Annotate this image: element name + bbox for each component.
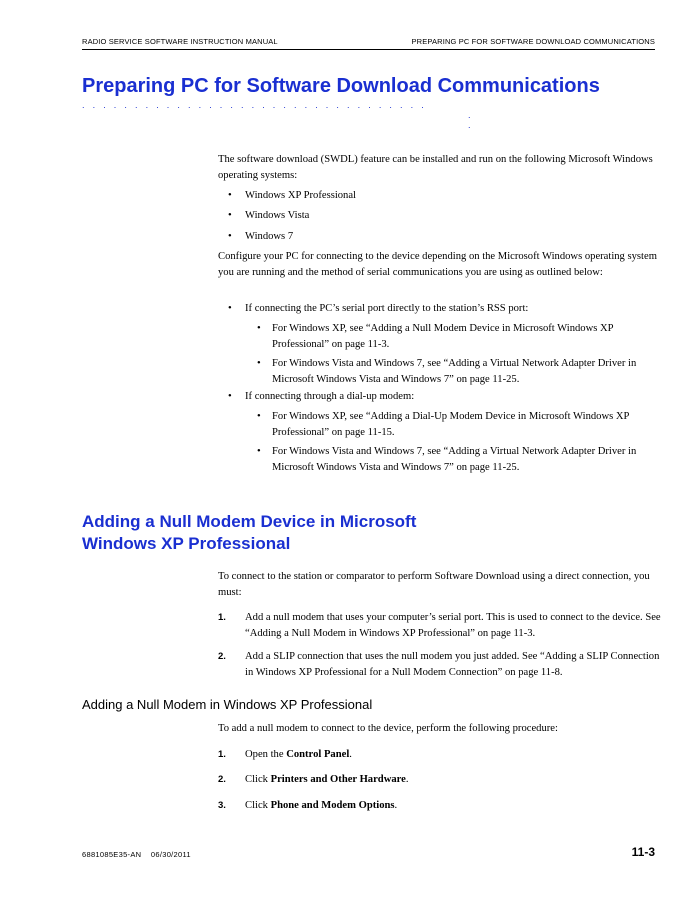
title-dot-leader-vertical-1: . bbox=[468, 110, 471, 120]
subsection-title-null-modem: Adding a Null Modem in Windows XP Professional bbox=[82, 697, 373, 712]
os-list-item: Windows Vista bbox=[245, 210, 310, 221]
procedure-step bbox=[245, 772, 665, 788]
step-punct: . bbox=[405, 774, 409, 785]
sub-option-item: For Windows Vista and Windows 7, see “Adding a Virtual Network Adapter Driver in Microsoft Windows Vista and Windows 7” on page 11-25. bbox=[272, 446, 637, 473]
null-modem-intro-paragraph: To connect to the station or comparator to perform Software Download using a direct connection, you must: bbox=[218, 571, 650, 598]
step-text: Open the bbox=[245, 749, 287, 760]
section-title-line: Adding a Null Modem Device in Microsoft bbox=[82, 512, 417, 531]
bullet-mark: • bbox=[228, 303, 232, 314]
sub-option-item: For Windows XP, see “Adding a Dial-Up Modem Device in Microsoft Windows XP Professional” on page 11-15. bbox=[272, 411, 630, 438]
procedure-intro-paragraph: To add a null modem to connect to the device, perform the following procedure: bbox=[218, 723, 558, 734]
procedure-step bbox=[245, 798, 665, 814]
step-number: 2. bbox=[218, 774, 226, 785]
section-title-line: Windows XP Professional bbox=[82, 534, 291, 553]
title-dot-leader: ................................. bbox=[82, 100, 432, 110]
header-rule bbox=[82, 49, 655, 50]
step-text: Add a null modem that uses your computer’s serial port. This is used to connect to the device. See “Adding a Null Modem in Windows XP Professional” on page 11-3. bbox=[245, 612, 661, 639]
sub-bullet-mark: • bbox=[257, 446, 261, 457]
ui-term-control-panel: Control Panel bbox=[286, 749, 350, 760]
configure-paragraph: Configure your PC for connecting to the device depending on the Microsoft Windows operating system you are running and the method of serial communications you are using as outlined below: bbox=[218, 251, 657, 278]
sub-bullet-mark: • bbox=[257, 411, 261, 422]
step-text: Click bbox=[245, 774, 271, 785]
os-list-item: Windows 7 bbox=[245, 231, 294, 242]
swdl-intro-paragraph: The software download (SWDL) feature can be installed and run on the following Microsoft Windows operating systems: bbox=[218, 154, 653, 181]
section-title-preparing-pc: Preparing PC for Software Download Communications bbox=[82, 75, 600, 97]
running-header-right: PREPARING PC FOR SOFTWARE DOWNLOAD COMMUNICATIONS bbox=[411, 37, 655, 46]
step-number: 2. bbox=[218, 651, 226, 662]
bullet-mark: • bbox=[228, 391, 232, 402]
procedure-step bbox=[245, 747, 665, 763]
step-number: 1. bbox=[218, 749, 226, 760]
step-number: 3. bbox=[218, 800, 226, 811]
step-punct: . bbox=[394, 800, 398, 811]
step-text: Add a SLIP connection that uses the null modem you just added. See “Adding a SLIP Connection in Windows XP Professional for a Null Modem Connection” on page 11-8. bbox=[245, 651, 660, 678]
ui-term-phone-modem: Phone and Modem Options bbox=[270, 800, 395, 811]
step-text: Click bbox=[245, 800, 271, 811]
sub-bullet-mark: • bbox=[257, 323, 261, 334]
bullet-mark: • bbox=[228, 190, 232, 201]
footer-doc-id: 6881085E35-AN 06/30/2011 bbox=[82, 850, 191, 859]
title-dot-leader-vertical-2: . bbox=[468, 120, 471, 130]
sub-option-item: For Windows Vista and Windows 7, see “Adding a Virtual Network Adapter Driver in Microsoft Windows Vista and Windows 7” on page 11-25. bbox=[272, 358, 637, 385]
bullet-mark: • bbox=[228, 210, 232, 221]
sub-option-item: For Windows XP, see “Adding a Null Modem Device in Microsoft Windows XP Professional” on page 11-3. bbox=[272, 323, 614, 350]
page-number: 11-3 bbox=[631, 845, 655, 859]
bullet-mark: • bbox=[228, 231, 232, 242]
option-item-direct: If connecting the PC’s serial port directly to the station’s RSS port: bbox=[245, 303, 529, 314]
ui-term-printers: Printers and Other Hardware bbox=[270, 774, 406, 785]
os-list-item: Windows XP Professional bbox=[245, 190, 357, 201]
step-punct: . bbox=[349, 749, 352, 760]
section-title-null-modem-device bbox=[82, 511, 416, 555]
running-header-left: RADIO SERVICE SOFTWARE INSTRUCTION MANUAL bbox=[82, 37, 278, 46]
option-item-dialup: If connecting through a dial-up modem: bbox=[245, 391, 415, 402]
sub-bullet-mark: • bbox=[257, 358, 261, 369]
step-number: 1. bbox=[218, 612, 226, 623]
